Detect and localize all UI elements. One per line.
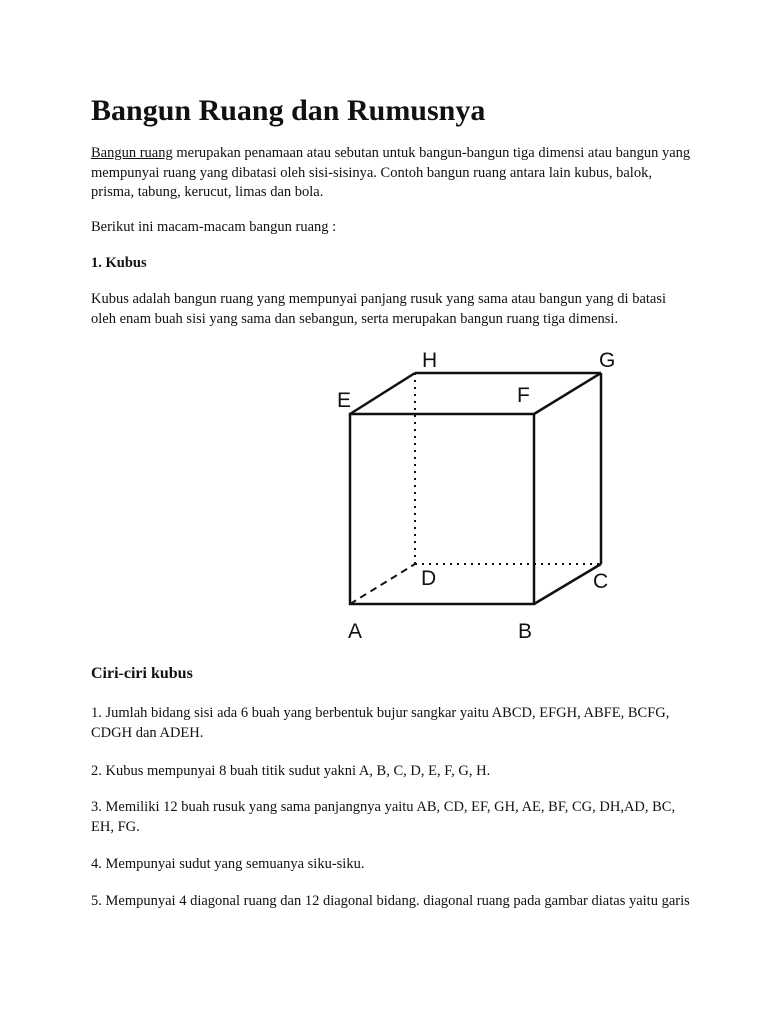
ciri-item: 5. Mempunyai 4 diagonal ruang dan 12 diagonal bidang. diagonal ruang pada gambar diatas yaitu garis [91, 893, 690, 909]
edge-AD [350, 564, 415, 604]
vertex-label-C: C [593, 570, 609, 593]
vertex-label-D: D [421, 567, 437, 590]
intro-text: merupakan penamaan atau sebutan untuk bangun-bangun tiga dimensi atau bangun yang mempunyai ruang yang dibatasi oleh sisi-sisinya. Contoh bangun ruang antara lain kubus, balok, prisma, tabung, kerucut, limas dan bola. [91, 145, 691, 200]
ciri-item: 4. Mempunyai sudut yang semuanya siku-siku. [91, 856, 365, 872]
edge-BC [534, 564, 601, 604]
edge-FG [534, 373, 601, 414]
edge-EH [350, 373, 415, 414]
ciri-item: 2. Kubus mempunyai 8 buah titik sudut yakni A, B, C, D, E, F, G, H. [91, 763, 491, 779]
intro-paragraph [91, 144, 691, 203]
berikut-paragraph: Berikut ini macam-macam bangun ruang : [91, 219, 337, 235]
kubus-description: Kubus adalah bangun ruang yang mempunyai panjang rusuk yang sama atau bangun yang di batasi oleh enam buah sisi yang sama dan sebangun, serta merupakan bangun ruang tiga dimensi. [91, 291, 667, 327]
ciri-item: 1. Jumlah bidang sisi ada 6 buah yang berbentuk bujur sangkar yaitu ABCD, EFGH, ABFE, BCFG, CDGH dan ADEH. [91, 705, 670, 741]
vertex-label-F: F [517, 384, 530, 407]
face-ABFE [350, 414, 534, 604]
vertex-label-G: G [599, 349, 616, 372]
page-title: Bangun Ruang dan Rumusnya [91, 94, 486, 127]
kubus-heading: 1. Kubus [91, 255, 147, 271]
vertex-label-A: A [348, 620, 363, 643]
cube-diagram [331, 340, 631, 650]
vertex-label-E: E [337, 389, 352, 412]
vertex-label-B: B [518, 620, 533, 643]
ciri-heading: Ciri-ciri kubus [91, 665, 193, 682]
vertex-label-H: H [422, 349, 438, 372]
ciri-item: 3. Memiliki 12 buah rusuk yang sama panjangnya yaitu AB, CD, EF, GH, AE, BF, CG, DH,AD, BC, EH, FG. [91, 799, 676, 835]
bangun-ruang-link[interactable]: Bangun ruang [91, 145, 173, 161]
